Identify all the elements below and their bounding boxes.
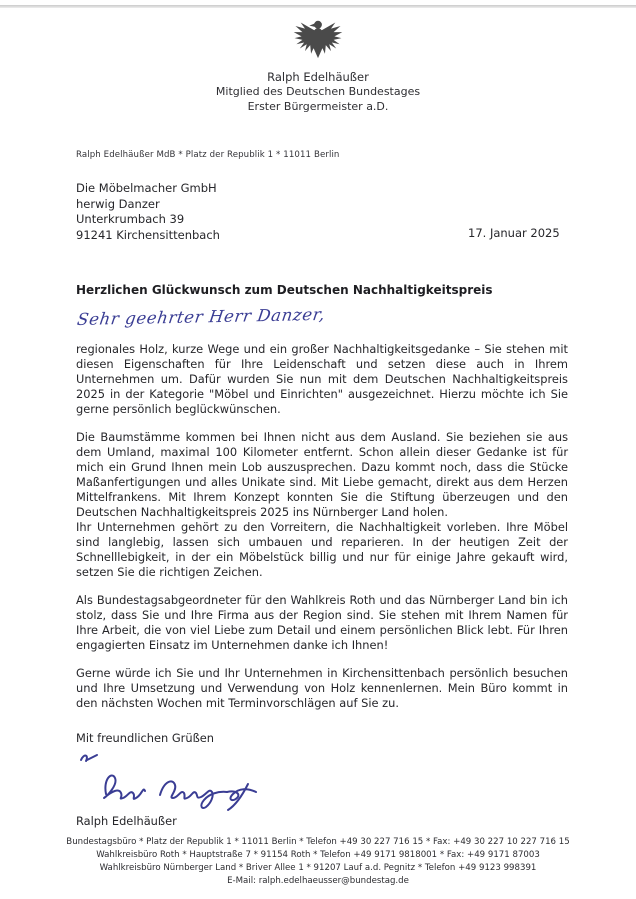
body-paragraph-2: Die Baumstämme kommen bei Ihnen nicht aus dem Ausland. Sie beziehen sie aus dem Umland, maximal 100 Kilometer entfernt. Schon allein dieser Gedanke ist für mich ein Grund Ihnen mein Lob auszusprechen. Dazu kommt noch, dass die Stücke Maßanfertigungen und alles Unikate sind. Mit Liebe gemacht, direkt aus dem Herzen Mittelfrankens. Mit Ihrem Konzept konnten Sie die Stiftung überzeugen und den Deutschen Nachhaltigkeitspreis 2025 ins Nürnberger Land holen. xyxy=(76,430,568,519)
recipient-company: Die Möbelmacher GmbH xyxy=(76,181,217,195)
footer-line-email: E-Mail: ralph.edelhaeusser@bundestag.de xyxy=(227,876,409,886)
footer-line-nuernberger-land-office: Wahlkreisbüro Nürnberger Land * Briver Allee 1 * 91207 Lauf a.d. Pegnitz * Telefon +49 9123 998391 xyxy=(99,863,537,873)
sender-role-mayor: Erster Bürgermeister a.D. xyxy=(247,99,389,113)
recipient-street: Unterkrumbach 39 xyxy=(76,212,185,226)
footer-line-bundestag-office: Bundestagsbüro * Platz der Republik 1 * 11011 Berlin * Telefon +49 30 227 716 15 * Fax: +49 30 227 10 227 716 15 xyxy=(66,837,570,847)
handwritten-signature xyxy=(76,748,568,812)
body-paragraph-1: regionales Holz, kurze Wege und ein großer Nachhaltigkeitsgedanke – Sie stehen mit diesen Eigenschaften für Ihre Leidenschaft und setzen diese auch in Ihrem Unternehmen um. Dafür wurden Sie nun mit dem Deutschen Nachhaltigkeitspreis 2025 in der Kategorie "Möbel und Einrichten" ausgezeichnet. Hierzu möchte ich Sie gerne persönlich beglückwünschen. xyxy=(76,342,568,416)
sender-name: Ralph Edelhäußer xyxy=(267,70,369,84)
letterhead xyxy=(0,16,636,114)
recipient-address-block xyxy=(76,181,220,243)
handwritten-salutation: Sehr geehrter Herr Danzer, xyxy=(76,304,327,329)
recipient-city: 91241 Kirchensittenbach xyxy=(76,227,220,242)
footer-contact-block xyxy=(0,836,636,888)
letter-body xyxy=(76,283,568,828)
typed-signature-name: Ralph Edelhäußer xyxy=(76,814,177,828)
footer-line-roth-office: Wahlkreisbüro Roth * Hauptstraße 7 * 91154 Roth * Telefon +49 9171 9818001 * Fax: +49 9171 87003 xyxy=(96,850,540,860)
body-paragraph-3: Ihr Unternehmen gehört zu den Vorreitern, die Nachhaltigkeit vorleben. Ihre Möbel sind langlebig, lassen sich umbauen und reparieren. In der heutigen Zeit der Schnelllebigkeit, in der ein Möbelstück billig und nur für einige Jahre gekauft wird, setzen Sie die richtigen Zeichen. xyxy=(76,520,568,579)
bundestag-eagle-icon xyxy=(0,16,636,64)
subject-line: Herzlichen Glückwunsch zum Deutschen Nachhaltigkeitspreis xyxy=(76,283,493,297)
body-paragraph-5: Gerne würde ich Sie und Ihr Unternehmen in Kirchensittenbach persönlich besuchen und Ihre Umsetzung und Verwendung von Holz kennenlernen. Mein Büro kommt in den nächsten Wochen mit Terminvorschlägen auf Sie zu. xyxy=(76,666,568,710)
scan-edge-artifact xyxy=(0,5,636,8)
recipient-person: herwig Danzer xyxy=(76,196,160,211)
closing-line: Mit freundlichen Grüßen xyxy=(76,731,214,745)
letter-date: 17. Januar 2025 xyxy=(468,226,560,240)
body-paragraph-4: Als Bundestagsabgeordneter für den Wahlkreis Roth und das Nürnberger Land bin ich stolz, dass Sie und Ihre Firma aus der Region sind. Sie stehen mit Ihrem Namen für Ihre Arbeit, die von viel Liebe zum Detail und einem persönlichen Blick lebt. Für Ihren engagierten Einsatz im Unternehmen danke ich Ihnen! xyxy=(76,593,568,652)
sender-role-mdb: Mitglied des Deutschen Bundestages xyxy=(215,85,421,98)
return-address-line: Ralph Edelhäußer MdB * Platz der Republik 1 * 11011 Berlin xyxy=(76,150,340,160)
